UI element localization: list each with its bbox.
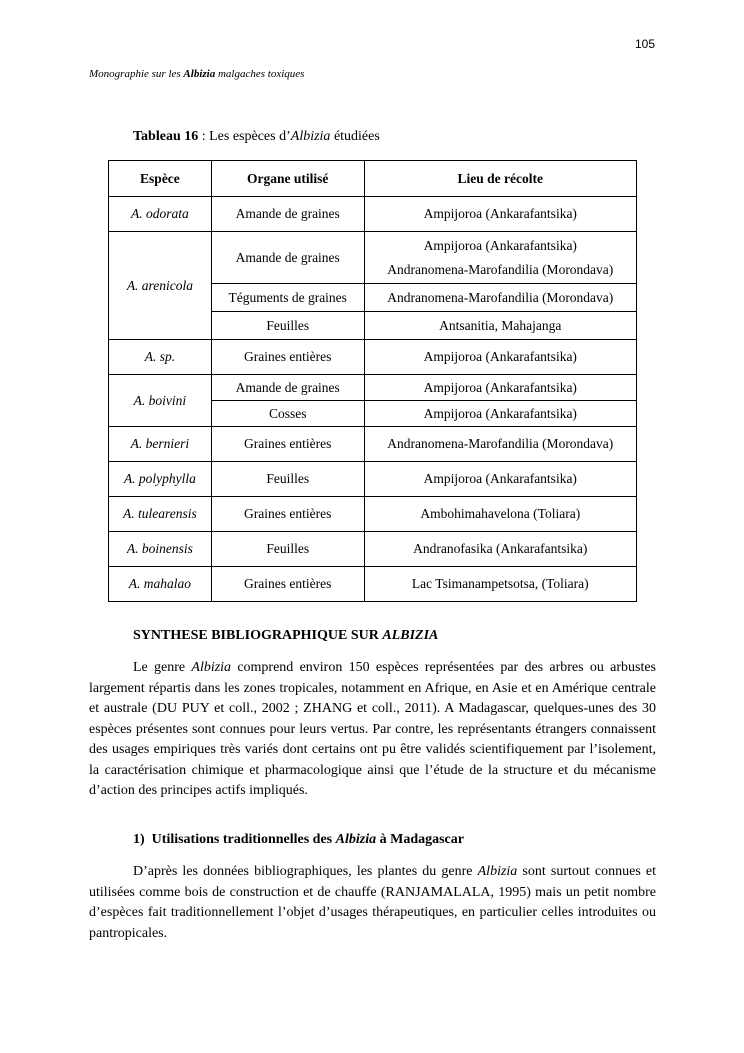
running-head (89, 68, 304, 80)
organ-cell: Téguments de graines (211, 284, 364, 312)
organ-cell: Graines entières (211, 567, 364, 602)
place-cell: Lac Tsimanampetsotsa, (Toliara) (364, 567, 636, 602)
header-species: Espèce (109, 161, 212, 197)
place-cell: Ambohimahavelona (Toliara) (364, 497, 636, 532)
species-cell: A. tulearensis (109, 497, 212, 532)
place-cell: Ampijoroa (Ankarafantsika) (364, 340, 636, 375)
species-cell: A. boivini (109, 375, 212, 427)
species-table (108, 160, 637, 602)
subsection-number: 1) (133, 832, 145, 847)
para-text: Le genre (133, 660, 192, 675)
place-cell: Antsanitia, Mahajanga (364, 312, 636, 340)
table-caption (133, 129, 380, 145)
species-cell: A. bernieri (109, 427, 212, 462)
table-row (109, 427, 637, 462)
species-cell: A. odorata (109, 197, 212, 232)
place-line: Ampijoroa (Ankarafantsika) (423, 237, 577, 253)
place-cell: Ampijoroa (Ankarafantsika) (364, 401, 636, 427)
running-head-prefix: Monographie sur les (89, 68, 184, 80)
place-cell (364, 232, 636, 284)
place-cell: Andranomena-Marofandilia (Morondava) (364, 427, 636, 462)
section-heading-genus: ALBIZIA (382, 628, 439, 643)
place-cell: Ampijoroa (Ankarafantsika) (364, 197, 636, 232)
para-text: comprend environ 150 espèces représentées par des arbres ou arbustes largement répartis dans les zones tropicales, notamment en Afrique, en Asie et en Amérique centrale et australe (DU PUY et coll., 2002 ; ZHANG et coll., 2011). A Madagascar, quelques-unes des 30 espèces présentes sont connues pour leurs vertus. Par contre, les représentants étrangers connaissent des usages empiriques très variés dont certains ont pu être validés scientifiquement par l’isolement, la caractérisation chimique et pharmacologique ainsi que l’étude de la structure et du mécanisme d’action des principes actifs impliqués. (89, 660, 656, 798)
organ-cell: Feuilles (211, 462, 364, 497)
table-row (109, 232, 637, 284)
species-cell: A. polyphylla (109, 462, 212, 497)
subsection-genus: Albizia (335, 832, 377, 847)
subsection-heading-utilisations (133, 832, 464, 848)
organ-cell: Graines entières (211, 340, 364, 375)
organ-cell: Graines entières (211, 427, 364, 462)
table-row (109, 197, 637, 232)
place-cell: Ampijoroa (Ankarafantsika) (364, 462, 636, 497)
table-row (109, 532, 637, 567)
subsection-text: Utilisations traditionnelles des (151, 832, 336, 847)
section-heading-synthese (133, 628, 438, 644)
table-caption-text: : Les espèces d’ (198, 129, 291, 144)
table-row (109, 375, 637, 401)
species-cell: A. mahalao (109, 567, 212, 602)
table-row (109, 497, 637, 532)
table-row (109, 340, 637, 375)
place-cell: Andranofasika (Ankarafantsika) (364, 532, 636, 567)
page-number: 105 (634, 37, 655, 51)
table-row (109, 462, 637, 497)
species-cell: A. sp. (109, 340, 212, 375)
running-head-suffix: malgaches toxiques (215, 68, 305, 80)
para-text: D’après les données bibliographiques, les plantes du genre (133, 864, 478, 879)
organ-cell: Amande de graines (211, 197, 364, 232)
organ-cell: Feuilles (211, 312, 364, 340)
organ-cell: Amande de graines (211, 375, 364, 401)
table-caption-suffix: étudiées (330, 129, 380, 144)
place-line: Andranomena-Marofandilia (Morondava) (387, 261, 614, 277)
para-text: sont surtout connues et utilisées comme bois de construction et de chauffe (RANJAMALALA, 1995) mais un petit nombre d’espèces fait traditionnellement l’objet d’usages thérapeutiques, en particulier celles introduites ou pantropicales. (89, 864, 656, 941)
organ-cell: Amande de graines (211, 232, 364, 284)
table-caption-label: Tableau 16 (133, 129, 199, 144)
organ-cell: Cosses (211, 401, 364, 427)
paragraph-intro (89, 658, 656, 802)
place-cell: Andranomena-Marofandilia (Morondava) (364, 284, 636, 312)
header-place: Lieu de récolte (364, 161, 636, 197)
header-organ: Organe utilisé (211, 161, 364, 197)
table-header-row (109, 161, 637, 197)
section-heading-text: SYNTHESE BIBLIOGRAPHIQUE SUR (133, 628, 383, 643)
para-genus: Albizia (191, 660, 232, 675)
subsection-text: à Madagascar (376, 832, 464, 847)
species-cell: A. boinensis (109, 532, 212, 567)
table-row (109, 567, 637, 602)
running-head-genus: Albizia (183, 68, 216, 80)
table-caption-genus: Albizia (290, 129, 331, 144)
organ-cell: Graines entières (211, 497, 364, 532)
para-genus: Albizia (477, 864, 518, 879)
place-cell: Ampijoroa (Ankarafantsika) (364, 375, 636, 401)
species-cell: A. arenicola (109, 232, 212, 340)
paragraph-utilisations (89, 862, 656, 944)
organ-cell: Feuilles (211, 532, 364, 567)
